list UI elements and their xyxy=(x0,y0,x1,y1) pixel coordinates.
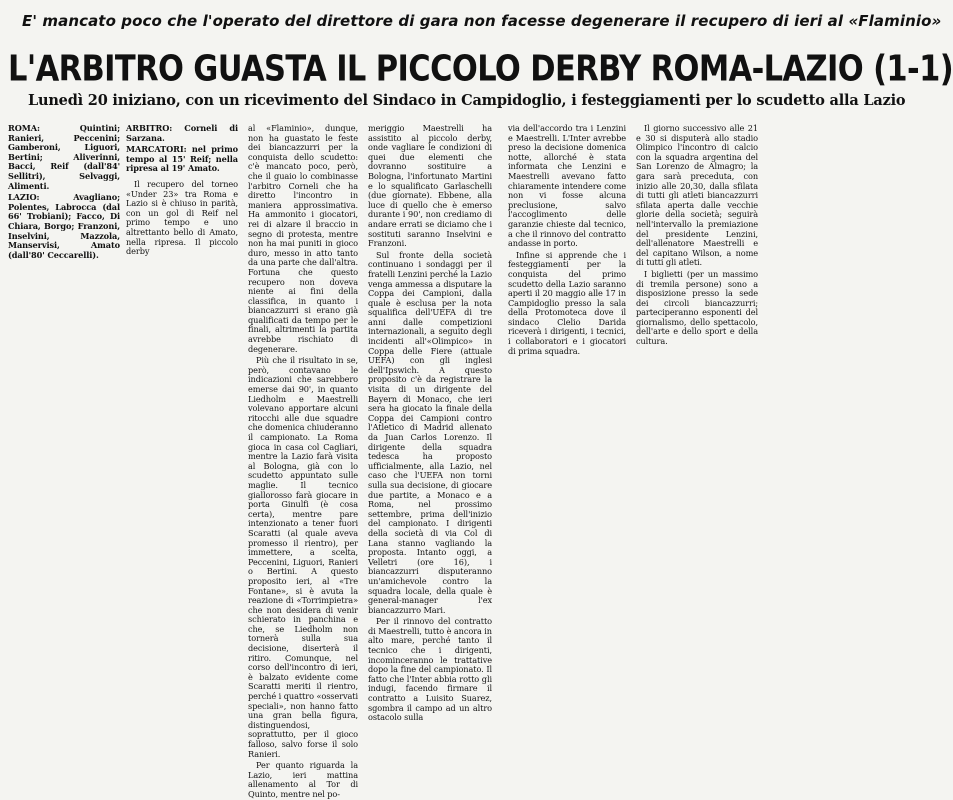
column-6 xyxy=(636,124,758,568)
arbitro-text: Corneli di Sarzana. xyxy=(126,123,238,143)
marcatori-label: MARCATORI: xyxy=(126,144,187,155)
column-5 xyxy=(508,124,626,568)
subhead: Lunedì 20 iniziano, con un ricevimento del Sindaco in Campidoglio, i festeggiamenti per lo scudetto alla Lazio xyxy=(28,92,906,109)
paragraph: meriggio Maestrelli ha assistito al piccolo derby, onde vagliare le condizioni di quei due elementi che dovranno sostituire a Bologna, l'infortunato Martini e lo squalificato Garlaschelli (due giornate). Ebbene, alla luce di quello che è emerso durante i 90', non crediamo di andare errati se diciamo che i sostituti saranno Inselvini e Franzoni. xyxy=(368,123,492,249)
paragraph: Sul fronte della società continuano i sondaggi per il fratelli Lenzini perché la Lazio venga ammessa a disputare la Coppa dei Campioni, dalla quale è esclusa per la nota squalifica dell'UEFA di tre anni dalle competizioni internazionali, a seguito degli incidenti all'«Olimpico» in Coppa delle Fiere (attuale UEFA) con gli inglesi dell'Ipswich. A questo proposito c'è da registrare la visita di un dirigente del Bayern di Monaco, che ieri sera ha giocato la finale della Coppa dei Campioni contro l'Atletico di Madrid allenato da Juan Carlos Lorenzo. Il dirigente della squadra tedesca ha proposto ufficialmente, alla Lazio, nel caso che l'UEFA non torni sulla sua decisione, di giocare due partite, a Monaco e a Roma, nel prossimo settembre, prima dell'inizio del campionato. I dirigenti della società di via Col di Lana stanno vagliando la proposta. Intanto oggi, a Velletri (ore 16), i biancazzurri disputeranno un'amichevole contro la squadra locale, della quale è general-manager l'ex biancazzurro Mari. xyxy=(368,249,492,615)
column-2 xyxy=(126,124,238,568)
lazio-lineup xyxy=(8,193,120,260)
arbitro-line xyxy=(126,124,238,143)
column-3 xyxy=(248,123,358,799)
lazio-text: Avagliano; Polentes, Labrocca (dal 66' Trobiani); Facco, Di Chiara, Borgo; Franzoni, Inselvini, Mazzola, Manservisi, Amato (dall'80' Ceccarelli). xyxy=(8,192,120,260)
column-4 xyxy=(368,123,492,723)
marcatori-line xyxy=(126,145,238,174)
lazio-label: LAZIO: xyxy=(8,192,40,203)
paragraph: al «Flaminio», dunque, non ha guastato le feste dei biancazzurri per la conquista dello scudetto: c'è mancato poco, però, che il guaio lo combinasse l'arbitro Corneli che ha diretto l'incontro in maniera approssimativa. Ha ammonito i giocatori, rei di alzare il braccio in segno di protesta, mentre non ha mai puniti in gioco duro, messo in atto tanto da una parte che dall'altra. Fortuna che questo recupero non doveva niente ai fini della classifica, in quanto i biancazzurri si erano già qualificati da tempo per le finali, altrimenti la partita avrebbe rischiato di degenerare. xyxy=(248,123,358,354)
kicker: E' mancato poco che l'operato del direttore di gara non facesse degenerare il recupero di ieri al «Flaminio» xyxy=(22,12,942,30)
headline: L'ARBITRO GUASTA IL PICCOLO DERBY ROMA-LAZIO (1-1) xyxy=(8,48,953,91)
paragraph: Il recupero del torneo «Under 23» tra Roma e Lazio si è chiuso in parità, con un gol di Reif nel primo tempo e uno altrettanto bello di Amato, nella ripresa. Il piccolo derby xyxy=(126,178,238,257)
arbitro-label: ARBITRO: xyxy=(126,123,173,133)
paragraph: Più che il risultato in se, però, contavano le indicazioni che sarebbero emerse dai 90', in quanto Liedholm e Maestrelli volevano apportare alcuni ritocchi alle due squadre che domenica chiuderanno il campionato. La Roma gioca in casa col Cagliari, mentre la Lazio farà visita al Bologna, già con lo scudetto appuntato sulle maglie. Il tecnico giallorosso farà giocare in porta Ginulfi (è cosa certa), mentre pare intenzionato a tener fuori Scaratti (al quale aveva promesso il rientro), per immettere, a scelta, Peccenini, Liguori, Ranieri o Bertini. A questo proposito ieri, al «Tre Fontane», si è avuta la reazione di «Torrimpietra» che non desidera di venir schierato in panchina e che, se Liedholm non tornerà sulla sua decisione, diserterà il ritiro. Comunque, nel corso dell'incontro di ieri, è balzato evidente come Scaratti meriti il rientro, perché i quattro «osservati speciali», non hanno fatto una gran bella figura, distinguendosi, soprattutto, per il gioco falloso, salvo forse il solo Ranieri. xyxy=(248,355,358,759)
roma-label: ROMA: xyxy=(8,123,40,133)
paragraph: I biglietti (per un massimo di tremila persone) sono a disposizione presso la sede dei circoli biancazzurri; parteciperanno esponenti del giornalismo, dello spettacolo, dell'arte e dello sport e della cultura. xyxy=(636,268,758,347)
paragraph: Il giorno successivo alle 21 e 30 si disputerà allo stadio Olimpico l'incontro di calcio con la squadra argentina del San Lorenzo de Almagro; la gara sarà preceduta, con inizio alle 20,30, dalla sfilata di tutti gli atleti biancazzurri sfilata aperta dalle vecchie glorie della società; seguirà nell'intervallo la premiazione del presidente Lenzini, dell'allenatore Maestrelli e del capitano Wilson, a nome di tutti gli atleti. xyxy=(636,123,758,268)
roma-text: Quintini; Ranieri, Peccenini; Gamberoni, Liguori, Bertini; Aliverinni, Bacci, Reif (dall'84' Sellitri), Selvaggi, Alimenti. xyxy=(8,123,120,191)
paragraph: Infine si apprende che i festeggiamenti per la conquista del primo scudetto della Lazio saranno aperti il 20 maggio alle 17 in Campidoglio presso la sala della Protomoteca dove il sindaco Clelio Darida riceverà i dirigenti, i tecnici, i collaboratori e i giocatori di prima squadra. xyxy=(508,249,626,356)
paragraph: Per il rinnovo del contratto di Maestrelli, tutto è ancora in alto mare, perché tanto il tecnico che i dirigenti, incominceranno le trattative dopo la fine del campionato. Il fatto che l'Inter abbia rotto gli indugi, facendo firmare il contratto a Luisito Suarez, sgombra il campo ad un altro ostacolo sulla xyxy=(368,616,492,723)
paragraph: via dell'accordo tra i Lenzini e Maestrelli. L'Inter avrebbe preso la decisione domenica notte, allorché è stata informata che Lenzini e Maestrelli avevano fatto chiaramente intendere come non vi fosse alcuna preclusione, salvo l'accoglimento delle garanzie chieste dal tecnico, a che il rinnovo del contratto andasse in porto. xyxy=(508,123,626,249)
column-1 xyxy=(8,124,120,568)
marcatori-text: nel primo tempo al 15' Reif; nella ripresa al 19' Amato. xyxy=(126,144,238,174)
roma-lineup xyxy=(8,124,120,191)
paragraph: Per quanto riguarda la Lazio, ieri mattina allenamento al Tor di Quinto, mentre nel po- xyxy=(248,760,358,799)
